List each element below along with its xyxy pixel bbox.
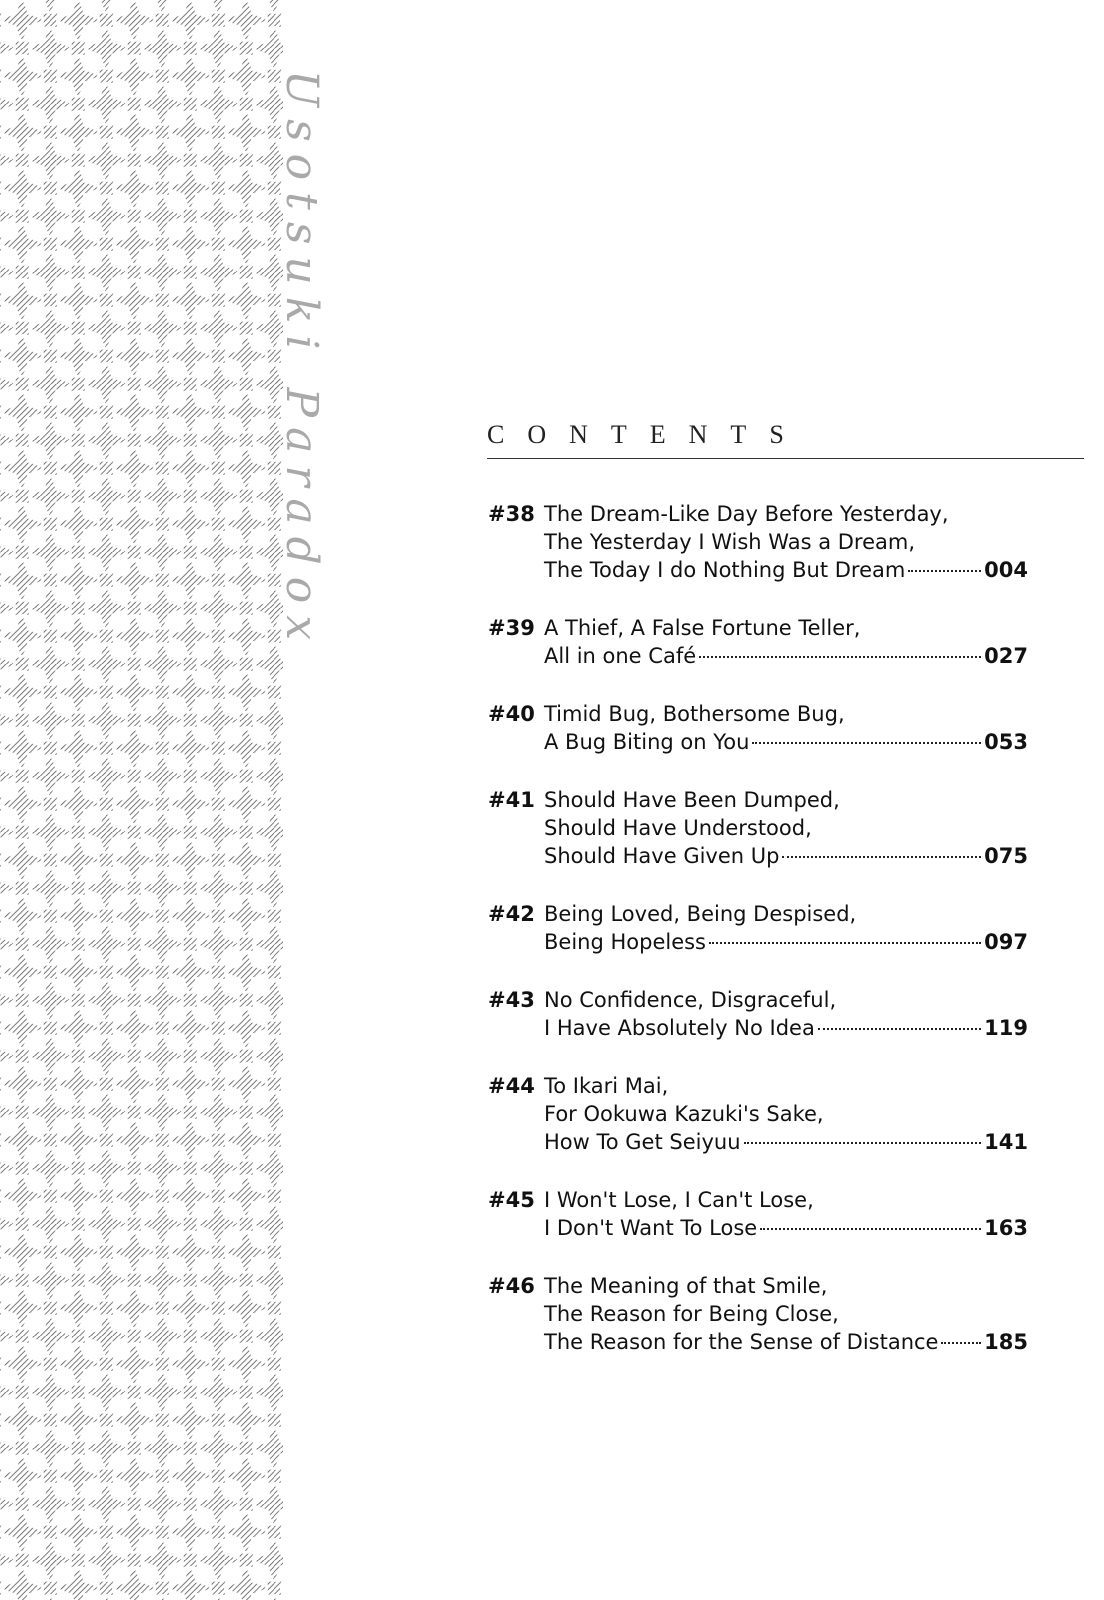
page-number: 163 (984, 1216, 1028, 1240)
toc-entry-43[interactable] (488, 986, 1028, 1042)
table-of-contents (488, 500, 1028, 1386)
page-number: 027 (984, 644, 1028, 668)
chapter-title-line: Should Have Given Up (544, 844, 780, 868)
toc-entry-44[interactable] (488, 1072, 1028, 1156)
page-number: 053 (984, 730, 1028, 754)
chapter-title-line: I Won't Lose, I Can't Lose, (544, 1188, 814, 1212)
chapter-number: #46 (488, 1274, 535, 1298)
toc-entry-39[interactable] (488, 614, 1028, 670)
chapter-title-line: The Today I do Nothing But Dream (544, 558, 906, 582)
chapter-title-line: Should Have Been Dumped, (544, 788, 840, 812)
page-number: 097 (984, 930, 1028, 954)
chapter-title-line: For Ookuwa Kazuki's Sake, (544, 1102, 824, 1126)
chapter-title-line: The Reason for Being Close, (544, 1302, 839, 1326)
vertical-series-title: Usotsuki Paradox (276, 70, 327, 653)
chapter-title-line: Being Loved, Being Despised, (544, 902, 857, 926)
chapter-title-line: To Ikari Mai, (544, 1074, 669, 1098)
chapter-number: #40 (488, 702, 535, 726)
chapter-number: #42 (488, 902, 535, 926)
chapter-title-line: How To Get Seiyuu (544, 1130, 741, 1154)
contents-divider (487, 458, 1084, 459)
chapter-title-line: Timid Bug, Bothersome Bug, (544, 702, 845, 726)
dot-leader (699, 656, 981, 658)
chapter-number: #45 (488, 1188, 535, 1212)
toc-entry-42[interactable] (488, 900, 1028, 956)
toc-entry-40[interactable] (488, 700, 1028, 756)
chapter-title-line: A Thief, A False Fortune Teller, (544, 616, 861, 640)
toc-entry-45[interactable] (488, 1186, 1028, 1242)
page-number: 185 (984, 1330, 1028, 1354)
dot-leader (782, 856, 981, 858)
contents-heading: CONTENTS (487, 420, 807, 449)
toc-entry-46[interactable] (488, 1272, 1028, 1356)
chapter-title-line: The Yesterday I Wish Was a Dream, (544, 530, 915, 554)
toc-entry-41[interactable] (488, 786, 1028, 870)
dot-leader (709, 942, 981, 944)
chapter-title-line: Should Have Understood, (544, 816, 812, 840)
chapter-title-line: Being Hopeless (544, 930, 707, 954)
chapter-number: #43 (488, 988, 535, 1012)
page-number: 141 (984, 1130, 1028, 1154)
dot-leader (941, 1342, 981, 1344)
decorative-pattern-strip (0, 0, 283, 1600)
chapter-title-line: No Confidence, Disgraceful, (544, 988, 837, 1012)
chapter-title-line: I Have Absolutely No Idea (544, 1016, 815, 1040)
dot-leader (760, 1228, 981, 1230)
chapter-number: #38 (488, 502, 535, 526)
chapter-number: #44 (488, 1074, 535, 1098)
toc-entry-38[interactable] (488, 500, 1028, 584)
chapter-title-line: The Meaning of that Smile, (544, 1274, 828, 1298)
page-number: 075 (984, 844, 1028, 868)
page-number: 004 (984, 558, 1028, 582)
chapter-title-line: The Reason for the Sense of Distance (544, 1330, 939, 1354)
chapter-title-line: A Bug Biting on You (544, 730, 750, 754)
chapter-title-line: I Don't Want To Lose (544, 1216, 758, 1240)
chapter-number: #39 (488, 616, 535, 640)
chapter-title-line: The Dream-Like Day Before Yesterday, (544, 502, 949, 526)
chapter-number: #41 (488, 788, 535, 812)
dot-leader (752, 742, 981, 744)
dot-leader (744, 1142, 982, 1144)
dot-leader (908, 570, 981, 572)
chapter-title-line: All in one Café (544, 644, 697, 668)
page-number: 119 (984, 1016, 1028, 1040)
dot-leader (818, 1028, 981, 1030)
